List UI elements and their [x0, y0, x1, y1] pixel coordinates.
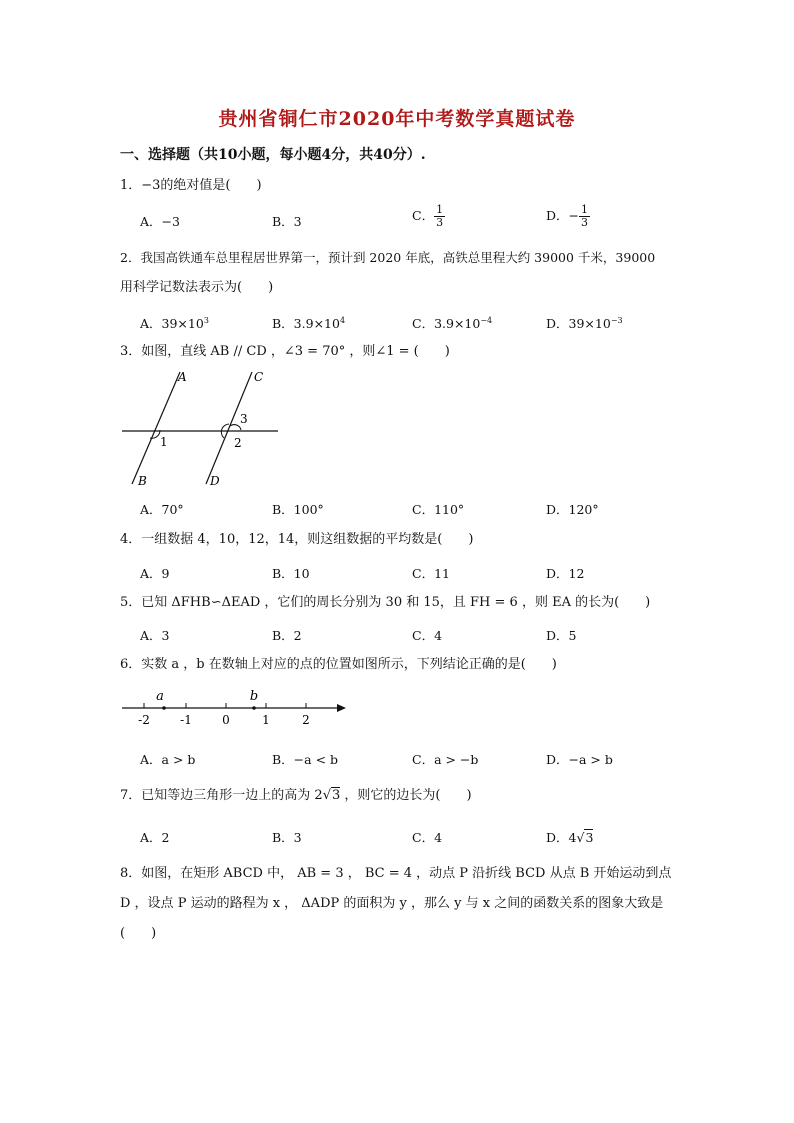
angle-3-label: 3	[240, 412, 248, 426]
question-3-options	[0, 500, 794, 524]
question-3-stem: 3．如图，直线 AB // CD ，∠3 = 70° ，则∠1 = ( )	[120, 344, 450, 359]
option-c: C．4	[412, 830, 443, 845]
option-d: D．−a > b	[546, 752, 613, 767]
question-4-options	[0, 564, 794, 588]
question-5-options	[0, 626, 794, 650]
point-b-dot	[252, 706, 256, 710]
option-c: C．11	[412, 566, 450, 581]
option-b: B．10	[272, 566, 310, 581]
option-c: C．110°	[412, 502, 465, 517]
label-a: A	[178, 370, 187, 384]
option-b: B．2	[272, 628, 302, 643]
question-2-line-1: 2．我国高铁通车总里程居世界第一，预计到 2020 年底，高铁总里程大约 39000 千米，39000	[120, 250, 656, 265]
option-a: A．9	[140, 566, 170, 581]
option-a: A．3	[140, 628, 170, 643]
line-ab	[132, 372, 180, 484]
option-a: A．a > b	[140, 752, 196, 767]
axis-tick-label: 0	[222, 713, 230, 727]
axis-tick-label: -1	[180, 713, 192, 727]
line-cd	[206, 372, 252, 484]
option-a: A．$39\times 10^3$	[140, 315, 209, 331]
option-b: B．−a < b	[272, 752, 339, 767]
question-8-line-3: ( )	[120, 926, 157, 941]
question-2-line-2: 用科学记数法表示为( )	[120, 280, 274, 295]
section-heading: 一、选择题（共10小题，每小题4分，共40分）.	[120, 147, 426, 163]
option-d: D．120°	[546, 502, 599, 517]
question-8-line-1: 8．如图，在矩形 ABCD 中， AB = 3 ， BC = 4 ，动点 P 沿折线 BCD 从点 B 开始运动到点	[120, 866, 672, 881]
question-7-stem: 7．已知等边三角形一边上的高为 2√3 ，则它的边长为( )	[120, 788, 472, 803]
point-a-label: a	[156, 689, 164, 704]
question-6-stem: 6．实数 a ，b 在数轴上对应的点的位置如图所示，下列结论正确的是( )	[120, 657, 557, 672]
axis-tick-label: 2	[302, 713, 310, 727]
option-c: C．4	[412, 628, 443, 643]
axis-tick-label: -2	[138, 713, 150, 727]
question-5-stem: 5．已知 ΔFHB∽ΔEAD ，它们的周长分别为 30 和 15，且 FH = 6 ，则 EA 的长为( )	[120, 595, 651, 610]
question-1-stem: 1．−3的绝对值是( )	[120, 178, 262, 193]
question-6-options	[0, 750, 794, 774]
option-a: A．2	[140, 830, 170, 845]
axis-tick-label: 1	[262, 713, 270, 727]
option-b: B．3	[272, 830, 302, 845]
option-d: D．$39\times 10^{-3}$	[546, 315, 623, 331]
number-line-figure	[118, 686, 350, 730]
arrow-icon	[337, 704, 346, 712]
parallel-lines-figure	[118, 364, 288, 492]
label-b: B	[138, 474, 147, 488]
option-d: D．12	[546, 566, 585, 581]
label-d: D	[210, 474, 220, 488]
option-c: C．a > −b	[412, 752, 479, 767]
question-2-options	[0, 314, 794, 338]
question-8-line-2: D ，设点 P 运动的路程为 x ， ΔADP 的面积为 y ，那么 y 与 x 之间的函数关系的图象大致是	[120, 896, 664, 911]
question-1-options	[0, 203, 794, 236]
question-7-options	[0, 828, 794, 852]
option-b: B．$3.9\times 10^4$	[272, 315, 346, 331]
option-c: C．$3.9\times 10^{-4}$	[412, 315, 493, 331]
point-b-label: b	[249, 689, 259, 704]
option-c: C． $\frac{1}{3}$	[412, 203, 444, 229]
option-d: D．5	[546, 628, 577, 643]
angle-1-label: 1	[160, 435, 168, 449]
option-b: B．100°	[272, 502, 324, 517]
option-a: A．−3	[140, 214, 180, 229]
point-a-dot	[162, 706, 166, 710]
label-c: C	[254, 370, 264, 384]
option-d: D．4√3	[546, 830, 594, 845]
angle-2-label: 2	[234, 436, 242, 450]
option-a: A．70°	[140, 502, 184, 517]
page-title: 贵州省铜仁市2020年中考数学真题试卷	[218, 108, 576, 130]
option-d: D．− $\frac{1}{3}$	[546, 203, 588, 229]
option-b: B．3	[272, 214, 302, 229]
question-4-stem: 4．一组数据 4，10，12，14，则这组数据的平均数是( )	[120, 532, 474, 547]
